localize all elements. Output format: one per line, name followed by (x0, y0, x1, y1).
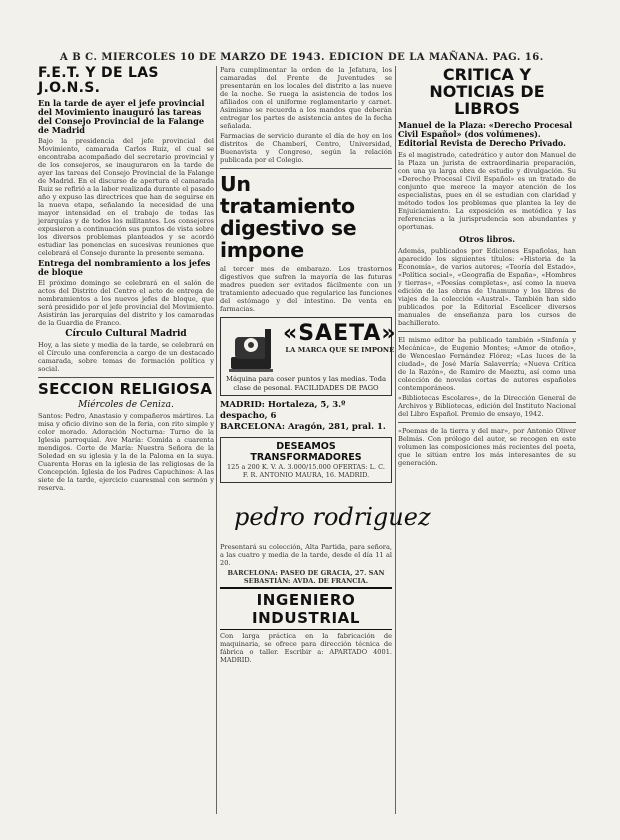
middle-top-body-2: Farmacias de servicio durante el día de hoy en los distritos de Chamberí, Centro, Universidad, Buenavista y Congreso, según la relación publicada por el Colegio. (220, 132, 392, 164)
middle-top-body: Para cumplimentar la orden de la Jefatura, los camaradas del Frente de Juventudes se presentarán en los locales del distrito a las nueve de la noche. Se ruega la asistencia de todos los afiliados con el uniforme reglamentario y carnet. Asimismo se recuerda a los mandos que deberán entregar los partes de asistencia antes de la fecha señalada. (220, 66, 392, 130)
address-madrid (220, 400, 392, 422)
column-rule (395, 66, 396, 814)
seccion-religiosa-title: SECCION RELIGIOSA (38, 380, 213, 398)
running-head: A B C. MIERCOLES 10 DE MARZO DE 1943. EDICION DE LA MAÑANA. PAG. 16. (60, 52, 544, 63)
address-line: Hortaleza, 5, 3.º despacho, 6 (220, 400, 346, 421)
deseamos-ad (220, 437, 392, 483)
entrega-title: Entrega del nombramiento a los jefes de bloque (38, 258, 211, 277)
critica-title: CRITICA Y NOTICIAS DE LIBROS (429, 65, 545, 118)
fet-title: F.E.T. Y DE LAS J.O.N.S. (38, 65, 159, 96)
divider (38, 377, 214, 378)
column-middle (220, 66, 431, 826)
fet-body: Bajo la presidencia del jefe provincial del Movimiento, camarada Carlos Ruiz, el cual se encontraba acompañado del secretario provincial y de los consejeros, se inauguraron en la tarde de ayer las tareas del Consejo Provincial de la Falange de Madrid. En el discurso de apertura el camarada Ruiz se refirió a la labor realizada durante el pasado año y expuso las directrices que han de seguirse en la nueva etapa, señalando la necesidad de una mayor intensidad en el trabajo de todas las jerarquías y de todos los militantes. Los consejeros expusieron a continuación sus puntos de vista sobre los diversos problemas planteados y se acordó estudiar las ponencias en sucesivas reuniones que celebrará el Consejo durante la presente semana. (38, 137, 214, 257)
deseamos-title: DESEAMOS TRANSFORMADORES (250, 441, 362, 463)
otros-libros-title: Otros libros. (458, 234, 515, 244)
column-left (38, 66, 214, 826)
ingeniero-title: INGENIERO INDUSTRIAL (220, 587, 392, 630)
saeta-brand: «SAETA» (283, 321, 397, 346)
sewing-machine-illustration (225, 321, 277, 375)
pr-addresses: BARCELONA: PASEO DE GRACIA, 27. SAN SEBASTIÁN: AVDA. DE FRANCIA. (227, 569, 385, 585)
column-right (398, 66, 576, 826)
address-city: MADRID: (220, 400, 265, 410)
address-city: BARCELONA: (220, 422, 285, 432)
column-rule (216, 66, 217, 814)
circulo-body: Hoy, a las siete y media de la tarde, se celebrará en el Círculo una conferencia a cargo de un destacado camarada, sobre temas de formación política y social. (38, 341, 214, 373)
ad-body: al tercer mes de embarazo. Los trastornos digestivos que sufren la mayoría de las futuras madres pueden ser evitados fácilmente con un tratamiento adecuado que regularice las funciones del estómago y del intestino. De venta en farmacias. (220, 265, 392, 313)
pedro-rodriguez-signature (220, 489, 431, 541)
entrega-body: El próximo domingo se celebrará en el salón de actos del Distrito del Centro el acto de entrega de nombramientos a los nuevos jefes de bloque, que será presidido por el jefe provincial del Movimiento. Asistirán las jerarquías del distrito y los camaradas de la Guardia de Franco. (38, 279, 214, 327)
saeta-ad (220, 317, 397, 396)
ad-headline: Un tratamiento digestivo se impone (220, 172, 357, 262)
final-body: «Poemas de la tierra y del mar», por Antonio Oliver Belmás. Con prólogo del autor, se recogen en este volumen las composiciones más recientes del poeta, que le sitúan entre los más interesantes de su generación. (398, 427, 576, 467)
pr-body: Presentará su colección, Alta Partida, para señora, a las cuatro y media de la tarde, desde el día 11 al 20. (220, 543, 392, 567)
divider (398, 422, 576, 423)
seccion-religiosa-body: Santos: Pedro, Anastasio y compañeros mártires. La misa y oficio divino son de la feria, con rito simple y color morado. Adoración Nocturna: Turno de la Iglesia parroquial. Ave María: Comida a cuarenta mendigos. Corte de María: Nuestra Señora de la Soledad en su iglesia y la de la Paloma en la suya. Cuarenta Horas en la iglesia de las religiosas de la Concepción. Iglesia de los Padres Capuchinos: A las siete de la tarde, ejercicio cuaresmal con sermón y reserva. (38, 412, 214, 492)
editorial-body: El mismo editor ha publicado también «Sinfonía y Mecánica», de Eugenio Montes; «Amor de otoño», de Wenceslao Fernández Flórez; «Las luces de la ciudad», de José María Salaverría; «Nueva Crítica de la Razón», de Ramiro de Maeztu, así como una colección de novelas cortas de autores españoles contemporáneos. (398, 336, 576, 392)
bibliotecas-body: «Bibliotecas Escolares», de la Dirección General de Archivos y Bibliotecas, edición del Instituto Nacional del Libro Español. Premio de ensayo, 1942. (398, 394, 576, 418)
seccion-religiosa-subtitle: Miércoles de Ceniza. (78, 400, 174, 410)
saeta-tagline: LA MARCA QUE SE IMPONE (285, 346, 395, 354)
address-line: Aragón, 281, pral. 1. (287, 422, 386, 432)
address-barcelona (220, 422, 392, 433)
ingeniero-body: Con larga práctica en la fabricación de maquinaria, se ofrece para dirección técnica de fábrica o taller. Escribir a: APARTADO 4001. MADRID. (220, 632, 392, 664)
signature-text: pedro rodriguez (234, 503, 431, 531)
otros-libros-body: Además, publicados por Ediciones Españolas, han aparecido los siguientes títulos: «Historia de la Economía», de varios autores; «Teoría del Estado», «Política social», «Geografía de España», «Hombres y tierras», «Poesías completas», así como la nueva edición de las obras de Unamuno y los libros de viajes de la colección «Austral». También han sido publicados por la Editorial Escelicer diversos manuales de enseñanza para los cursos de bachillerato. (398, 247, 576, 327)
fet-lead: En la tarde de ayer el jefe provincial del Movimiento inauguró las tareas del Consejo Provincial de la Falange de Madrid (38, 98, 205, 135)
divider (220, 168, 392, 169)
saeta-text: Máquina para coser puntos y las medias. Toda clase de pesonal. FACILIDADES DE PAGO (226, 375, 386, 392)
divider (398, 331, 576, 332)
book-title: Manuel de la Plaza: «Derecho Procesal Civil Español» (dos volúmenes). Editorial Revista de Derecho Privado. (398, 120, 573, 148)
circulo-title: Círculo Cultural Madrid (65, 329, 187, 339)
book-review-body: Es el magistrado, catedrático y autor don Manuel de la Plaza un jurista de extraordinaria preparación, con una ya larga obra de estudio y divulgación. Su «Derecho Procesal Civil Español» es un tratado de conjunto que merece la mayor atención de los especialistas, pues en él se estudian con claridad y método todos los problemas que plantea la ley de Enjuiciamiento. La exposición es metódica y las referencias a la jurisprudencia son abundantes y oportunas. (398, 151, 576, 231)
deseamos-sub: 125 a 200 K. V. A. 3.000/15.000 OFERTAS: L. C. F. R. ANTONIO MAURA, 16. MADRID. (226, 463, 385, 479)
